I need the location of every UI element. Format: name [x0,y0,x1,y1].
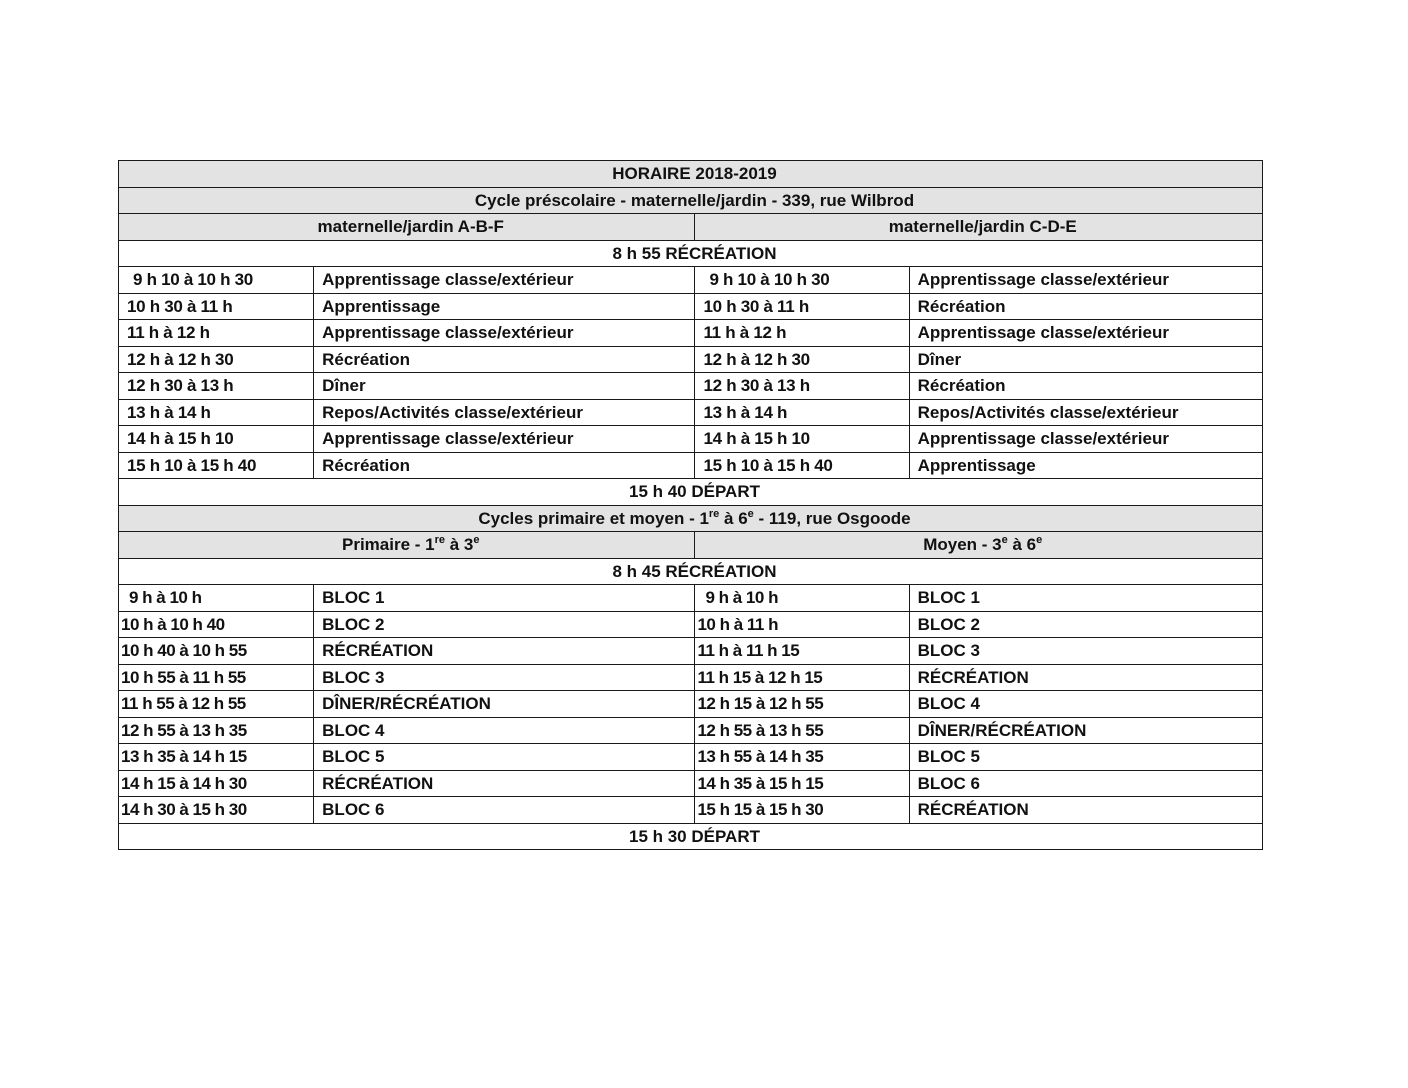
table-row [119,452,1263,479]
time-right-cell: 12 h 30 à 13 h [695,373,909,400]
time-right-cell: 12 h 15 à 12 h 55 [695,691,909,718]
time-right-cell: 11 h 15 à 12 h 15 [695,664,909,691]
activity-left-cell: BLOC 4 [314,717,695,744]
table-row [119,426,1263,453]
primaire-groups-row [119,532,1263,559]
time-right-cell: 14 h 35 à 15 h 15 [695,770,909,797]
activity-left-cell: Apprentissage classe/extérieur [314,426,695,453]
prescolaire-groups-row [119,214,1263,241]
time-right-cell: 11 h à 11 h 15 [695,638,909,665]
activity-right-cell: Récréation [909,293,1262,320]
prescolaire-rows [119,267,1263,479]
time-left-cell: 10 h 40 à 10 h 55 [119,638,314,665]
activity-right-cell: BLOC 5 [909,744,1262,771]
time-left-cell: 11 h 55 à 12 h 55 [119,691,314,718]
primaire-arrival: 8 h 45 RÉCRÉATION [119,558,1263,585]
time-left-cell: 12 h 30 à 13 h [119,373,314,400]
activity-right-cell: BLOC 2 [909,611,1262,638]
activity-left-cell: BLOC 6 [314,797,695,824]
activity-left-cell: Repos/Activités classe/extérieur [314,399,695,426]
primaire-departure-row [119,823,1263,850]
activity-right-cell: BLOC 4 [909,691,1262,718]
primaire-header: Cycles primaire et moyen - 1re à 6e - 119, rue Osgoode [119,505,1263,532]
moyen-label: Moyen - 3e à 6e [695,532,1263,559]
prescolaire-departure: 15 h 40 DÉPART [119,479,1263,506]
group-right-label: maternelle/jardin C-D-E [695,214,1263,241]
group-left-label: maternelle/jardin A-B-F [119,214,695,241]
activity-left-cell: Apprentissage classe/extérieur [314,267,695,294]
table-row [119,797,1263,824]
prescolaire-arrival: 8 h 55 RÉCRÉATION [119,240,1263,267]
time-left-cell: 9 h à 10 h [119,585,314,612]
primaire-moyen-rows [119,585,1263,824]
time-right-cell: 9 h à 10 h [695,585,909,612]
time-right-cell: 12 h 55 à 13 h 55 [695,717,909,744]
activity-left-cell: RÉCRÉATION [314,770,695,797]
time-right-cell: 10 h 30 à 11 h [695,293,909,320]
time-left-cell: 12 h 55 à 13 h 35 [119,717,314,744]
time-right-cell: 11 h à 12 h [695,320,909,347]
table-row [119,267,1263,294]
table-row [119,373,1263,400]
activity-right-cell: BLOC 1 [909,585,1262,612]
time-right-cell: 9 h 10 à 10 h 30 [695,267,909,294]
activity-right-cell: Dîner [909,346,1262,373]
time-left-cell: 15 h 10 à 15 h 40 [119,452,314,479]
activity-right-cell: Apprentissage classe/extérieur [909,320,1262,347]
table-row [119,691,1263,718]
activity-left-cell: BLOC 1 [314,585,695,612]
prescolaire-arrival-row [119,240,1263,267]
schedule-title: HORAIRE 2018-2019 [119,161,1263,188]
time-right-cell: 15 h 15 à 15 h 30 [695,797,909,824]
table-row [119,664,1263,691]
table-row [119,293,1263,320]
activity-right-cell: Apprentissage classe/extérieur [909,267,1262,294]
prescolaire-header: Cycle préscolaire - maternelle/jardin - 339, rue Wilbrod [119,187,1263,214]
time-right-cell: 13 h à 14 h [695,399,909,426]
activity-left-cell: Récréation [314,452,695,479]
primaire-arrival-row [119,558,1263,585]
activity-right-cell: Repos/Activités classe/extérieur [909,399,1262,426]
time-left-cell: 10 h à 10 h 40 [119,611,314,638]
table-row [119,638,1263,665]
table-row [119,346,1263,373]
time-right-cell: 10 h à 11 h [695,611,909,638]
primaire-header-row [119,505,1263,532]
activity-left-cell: Dîner [314,373,695,400]
table-row [119,611,1263,638]
activity-right-cell: Apprentissage [909,452,1262,479]
activity-left-cell: BLOC 2 [314,611,695,638]
time-left-cell: 14 h à 15 h 10 [119,426,314,453]
table-row [119,585,1263,612]
activity-left-cell: RÉCRÉATION [314,638,695,665]
activity-right-cell: Apprentissage classe/extérieur [909,426,1262,453]
activity-right-cell: RÉCRÉATION [909,664,1262,691]
time-left-cell: 10 h 55 à 11 h 55 [119,664,314,691]
table-row [119,717,1263,744]
schedule-table [118,160,1263,850]
table-row [119,770,1263,797]
activity-right-cell: RÉCRÉATION [909,797,1262,824]
table-row [119,399,1263,426]
time-left-cell: 14 h 30 à 15 h 30 [119,797,314,824]
activity-left-cell: Apprentissage classe/extérieur [314,320,695,347]
schedule-sheet [118,160,1263,850]
time-left-cell: 11 h à 12 h [119,320,314,347]
time-left-cell: 14 h 15 à 14 h 30 [119,770,314,797]
activity-right-cell: BLOC 6 [909,770,1262,797]
activity-left-cell: Apprentissage [314,293,695,320]
time-right-cell: 13 h 55 à 14 h 35 [695,744,909,771]
table-row [119,320,1263,347]
table-row [119,744,1263,771]
time-right-cell: 15 h 10 à 15 h 40 [695,452,909,479]
activity-left-cell: BLOC 3 [314,664,695,691]
time-left-cell: 9 h 10 à 10 h 30 [119,267,314,294]
time-left-cell: 13 h 35 à 14 h 15 [119,744,314,771]
activity-left-cell: Récréation [314,346,695,373]
activity-left-cell: BLOC 5 [314,744,695,771]
prescolaire-header-row [119,187,1263,214]
prescolaire-departure-row [119,479,1263,506]
time-left-cell: 13 h à 14 h [119,399,314,426]
activity-left-cell: DÎNER/RÉCRÉATION [314,691,695,718]
time-right-cell: 12 h à 12 h 30 [695,346,909,373]
activity-right-cell: Récréation [909,373,1262,400]
title-row [119,161,1263,188]
activity-right-cell: DÎNER/RÉCRÉATION [909,717,1262,744]
primaire-departure: 15 h 30 DÉPART [119,823,1263,850]
time-left-cell: 10 h 30 à 11 h [119,293,314,320]
time-left-cell: 12 h à 12 h 30 [119,346,314,373]
primaire-label: Primaire - 1re à 3e [119,532,695,559]
time-right-cell: 14 h à 15 h 10 [695,426,909,453]
activity-right-cell: BLOC 3 [909,638,1262,665]
